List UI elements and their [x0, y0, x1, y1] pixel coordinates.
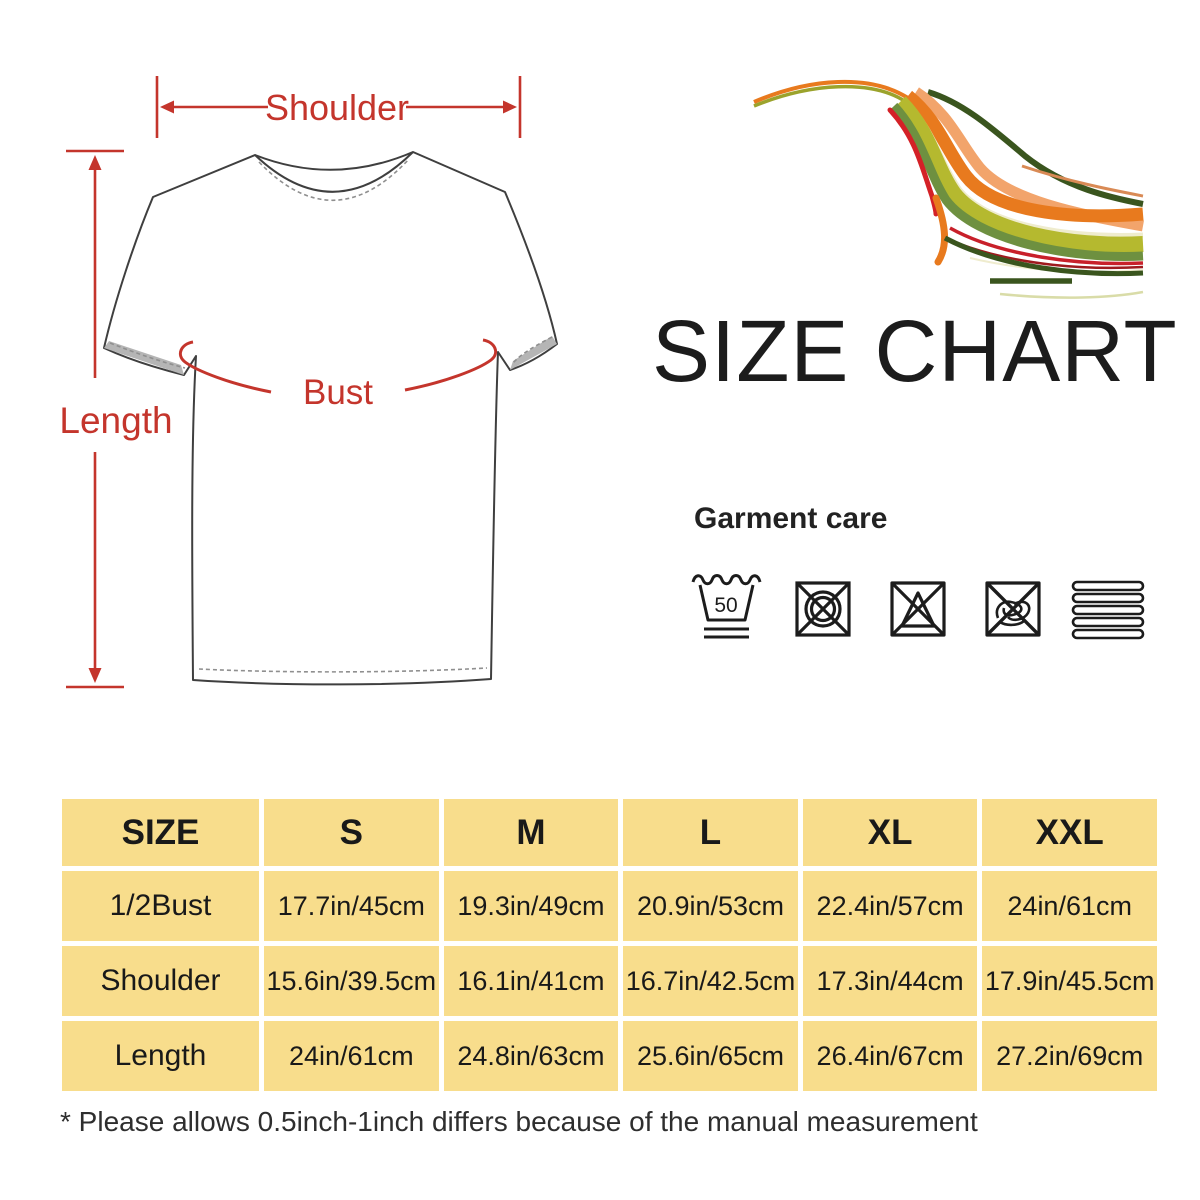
col-header-size: SIZE: [62, 799, 259, 866]
length-label: Length: [59, 400, 173, 441]
row-label-shoulder: Shoulder: [62, 946, 259, 1016]
table-cell: 26.4in/67cm: [803, 1021, 978, 1091]
bust-label: Bust: [302, 373, 374, 412]
table-cell: 15.6in/39.5cm: [264, 946, 439, 1016]
col-header-xxl: XXL: [982, 799, 1157, 866]
wash-temp-label: 50: [714, 594, 738, 617]
table-cell: 17.3in/44cm: [803, 946, 978, 1016]
do-not-bleach-icon: [889, 580, 947, 638]
wash-50-icon: [691, 568, 763, 644]
swoosh-graphic: [740, 48, 1170, 318]
row-label-half-bust: 1/2Bust: [62, 871, 259, 941]
table-cell: 17.9in/45.5cm: [982, 946, 1157, 1016]
dry-flat-icon: [1071, 580, 1145, 640]
col-header-s: S: [264, 799, 439, 866]
table-cell: 16.1in/41cm: [444, 946, 619, 1016]
table-cell: 24in/61cm: [982, 871, 1157, 941]
table-cell: 17.7in/45cm: [264, 871, 439, 941]
measurement-disclaimer: * Please allows 0.5inch-1inch differs because of the manual measurement: [60, 1106, 978, 1137]
shoulder-label: Shoulder: [264, 87, 410, 128]
size-table: [62, 799, 1157, 1091]
table-cell: 25.6in/65cm: [623, 1021, 798, 1091]
col-header-l: L: [623, 799, 798, 866]
do-not-tumble-dry-icon: [794, 580, 852, 638]
garment-care-title: Garment care: [694, 502, 888, 535]
page-title: SIZE CHART: [652, 303, 1178, 400]
table-cell: 20.9in/53cm: [623, 871, 798, 941]
do-not-wring-icon: [984, 580, 1042, 638]
table-cell: 27.2in/69cm: [982, 1021, 1157, 1091]
table-cell: 16.7in/42.5cm: [623, 946, 798, 1016]
table-cell: 24.8in/63cm: [444, 1021, 619, 1091]
table-cell: 24in/61cm: [264, 1021, 439, 1091]
table-cell: 19.3in/49cm: [444, 871, 619, 941]
tshirt-measurement-diagram: [0, 0, 620, 760]
col-header-m: M: [444, 799, 619, 866]
col-header-xl: XL: [803, 799, 978, 866]
row-label-length: Length: [62, 1021, 259, 1091]
table-cell: 22.4in/57cm: [803, 871, 978, 941]
